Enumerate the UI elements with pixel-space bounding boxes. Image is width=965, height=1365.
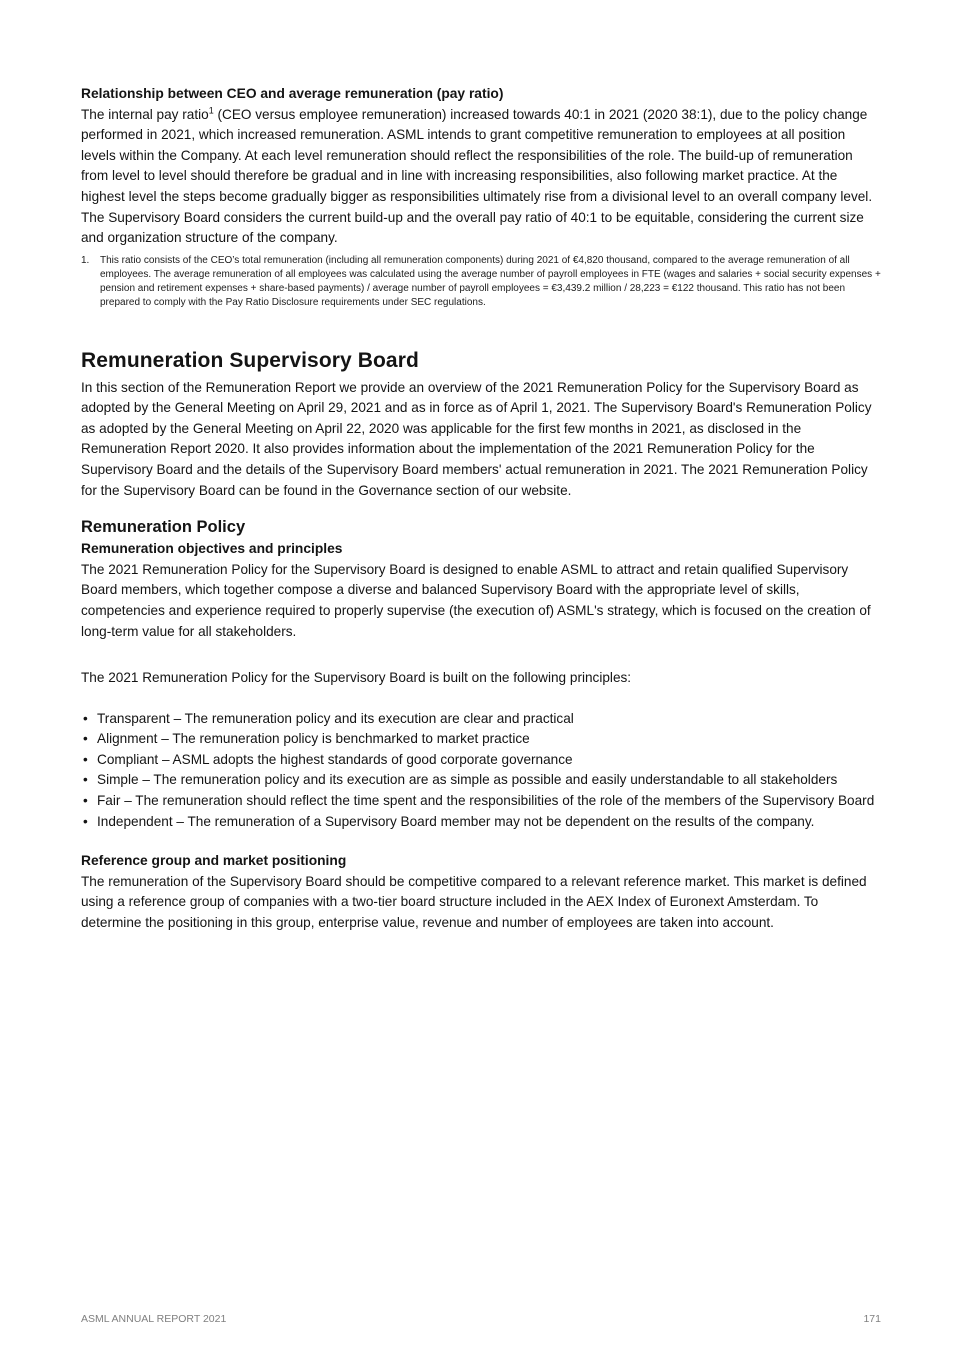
page-footer (81, 1312, 881, 1326)
footnote-reference-marker: 1 (208, 105, 214, 116)
section-supervisory-board (81, 348, 882, 502)
section-reference-group (81, 851, 882, 933)
reference-group-heading: Reference group and market positioning (81, 853, 347, 869)
supervisory-board-heading: Remuneration Supervisory Board (81, 348, 419, 372)
pay-ratio-body-start: The internal pay ratio (81, 106, 209, 122)
footnote-number: 1. (81, 254, 90, 266)
principle-item-transparent: • Transparent – The remuneration policy and its execution are clear and practical (81, 709, 882, 730)
objectives-principles-body: The 2021 Remuneration Policy for the Supervisory Board is designed to enable ASML to attract and retain qualified Supervisory Board members, which together compose a diverse and balanced Supervisory Board with the appropriate level of skills, competencies and experience required to properly supervise (the execution of) ASML's strategy, which is focused on the creation of long-term value for all stakeholders. (81, 561, 871, 639)
pay-ratio-body-rest: (CEO versus employee remuneration) increased towards 40:1 in 2021 (2020 38:1), due to the policy change performed in 2021, which increased remuneration. ASML intends to grant competitive remuneration to employees at all position levels within the Company. At each level remuneration should reflect the responsibilities of the role. The build-up of remuneration from level to level should therefore be gradual and in line with increasing responsibilities, also following market practice. At the highest level the steps become gradually bigger as responsibilities ultimately rise from a divisional level to an overall company level. The Supervisory Board considers the current build-up and the overall pay ratio of 40:1 to be equitable, considering the current size and organization structure of the company. (81, 106, 873, 246)
principle-item-fair: • Fair – The remuneration should reflect the time spent and the responsibilities of the role of the members of the Supervisory Board (81, 791, 882, 812)
objectives-principles-subheading: Remuneration objectives and principles (81, 541, 343, 557)
pay-ratio-heading: Relationship between CEO and average remuneration (pay ratio) (81, 86, 504, 101)
reference-group-body: The remuneration of the Supervisory Board should be competitive compared to a relevant reference market. This market is defined using a reference group of companies with a two-tier board structure included in the AEX Index of Euronext Amsterdam. To determine the positioning in this group, enterprise value, revenue and number of employees are taken into account. (81, 873, 867, 931)
pay-ratio-body (81, 105, 882, 249)
section-remuneration-policy (81, 517, 882, 832)
principle-item-alignment: • Alignment – The remuneration policy is benchmarked to market practice (81, 729, 882, 750)
remuneration-policy-heading: Remuneration Policy (81, 518, 246, 537)
principle-item-simple: • Simple – The remuneration policy and its execution are as simple as possible and easily understandable to all stakeholders (81, 770, 882, 791)
page-content (81, 84, 882, 934)
principles-intro: The 2021 Remuneration Policy for the Supervisory Board is built on the following principles: (81, 670, 632, 686)
principle-item-independent: • Independent – The remuneration of a Supervisory Board member may not be dependent on the results of the company. (81, 812, 882, 833)
footnote (81, 254, 882, 311)
supervisory-board-body: In this section of the Remuneration Report we provide an overview of the 2021 Remuneration Policy for the Supervisory Board as adopted by the General Meeting on April 29, 2021 and as in force as of April 1, 2021. The Supervisory Board's Remuneration Policy as adopted by the General Meeting on April 22, 2020 was applicable for the first few months in 2021, as disclosed in the Remuneration Report 2020. It also provides information about the implementation of the 2021 Remuneration Policy for the Supervisory Board and the details of the Supervisory Board members' actual remuneration in 2021. The 2021 Remuneration Policy for the Supervisory Board can be found in the Governance section of our website. (81, 379, 872, 498)
footnote-text: This ratio consists of the CEO’s total remuneration (including all remuneration components) during 2021 of €4,820 thousand, compared to the average remuneration of all employees. The average remuneration of all employees was calculated using the average number of payroll employees in FTE (wages and salaries + social security expenses + pension and retirement expenses + share-based payments) / average number of payroll employees = €3,439.2 million / 28,223 = €122 thousand. This ratio has not been prepared to comply with the Pay Ratio Disclosure requirements under SEC regulations. (100, 254, 881, 309)
footer-report-title: ASML ANNUAL REPORT 2021 (81, 1313, 227, 1325)
section-pay-ratio (81, 84, 882, 311)
principle-item-compliant: • Compliant – ASML adopts the highest standards of good corporate governance (81, 750, 882, 771)
footer-page-number: 171 (863, 1313, 881, 1325)
principles-list (81, 709, 882, 833)
